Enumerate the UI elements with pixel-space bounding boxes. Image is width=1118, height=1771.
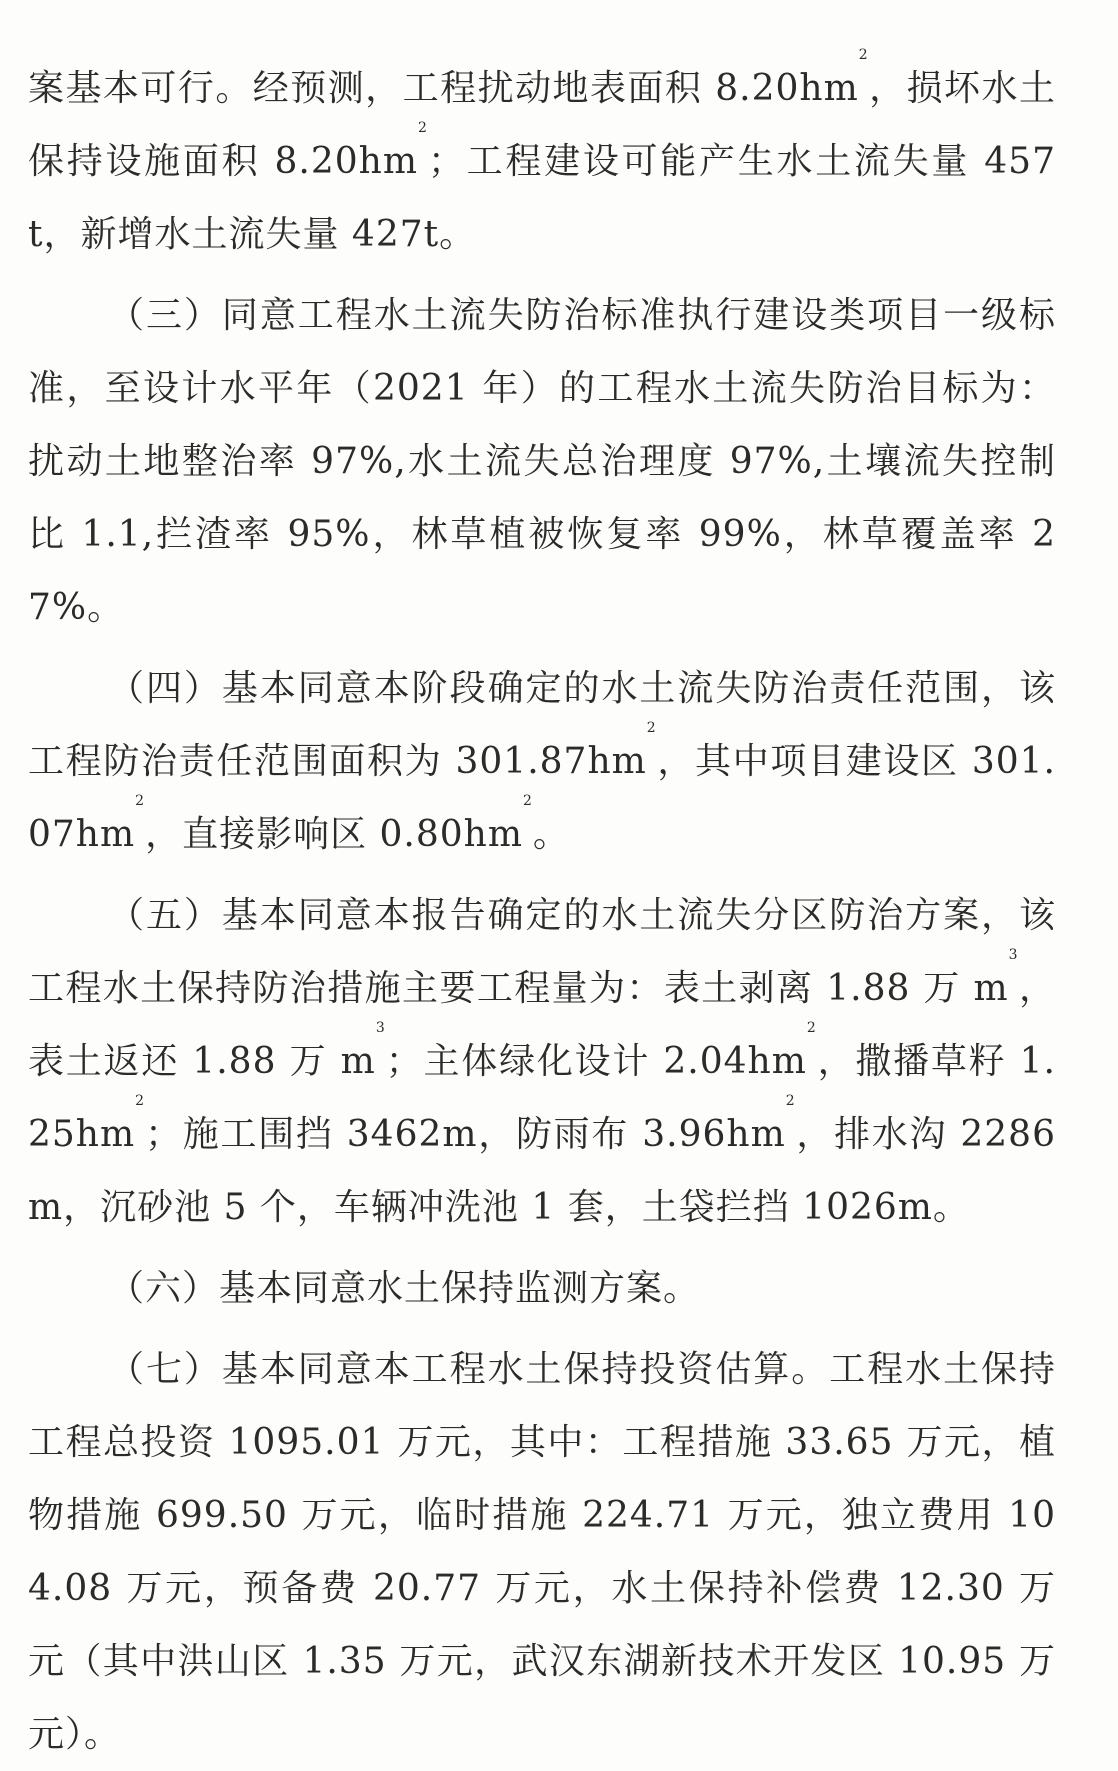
paragraph-p5-measures	[28, 879, 1056, 1244]
unit-exponent: 2	[523, 793, 533, 809]
text-segment: ；施工围挡 3462m，防雨布 3.96hm	[145, 1114, 786, 1155]
text-segment: ，其中项目建设区 301.07hm	[28, 741, 1057, 855]
unit-exponent: 2	[135, 1093, 146, 1109]
text-segment: （五）基本同意本报告确定的水土流失分区防治方案，该工程水土保持防治措施主要工程量为：表土剥离 1.88 万 m	[28, 895, 1056, 1009]
text-segment: （四）基本同意本阶段确定的水土流失防治责任范围，该工程防治责任范围面积为 301.87hm	[28, 668, 1056, 782]
paragraph-p7-investment	[28, 1333, 1056, 1771]
unit-exponent: 3	[375, 1020, 386, 1036]
unit-exponent: 2	[418, 120, 428, 136]
unit-exponent: 3	[1008, 947, 1019, 963]
text-segment: （三）同意工程水土流失防治标准执行建设类项目一级标准，至设计水平年（2021 年）的工程水土流失防治目标为：扰动土地整治率 97%,水土流失总治理度 97%,土壤流失控制比 1.1,拦渣率 95%，林草植被恢复率 99%，林草覆盖率 27%。	[28, 295, 1056, 628]
text-segment: （七）基本同意本工程水土保持投资估算。工程水土保持工程总投资 1095.01 万元，其中：工程措施 33.65 万元，植物措施 699.50 万元，临时措施 224.71 万元，独立费用 104.08 万元，预备费 20.77 万元，水土保持补偿费 12.30 万元（其中洪山区 1.35 万元，武汉东湖新技术开发区 10.95 万元）。	[28, 1349, 1056, 1755]
unit-exponent: 2	[785, 1093, 796, 1109]
text-segment: （六）基本同意水土保持监测方案。	[108, 1268, 701, 1309]
unit-exponent: 2	[858, 47, 869, 63]
unit-exponent: 2	[646, 720, 657, 736]
unit-exponent: 2	[806, 1020, 817, 1036]
text-segment: 案基本可行。经预测，工程扰动地表面积 8.20hm	[28, 68, 859, 109]
paragraph-p6-monitoring	[28, 1252, 1056, 1325]
text-segment: ，损坏水土保持设施面积 8.20hm	[28, 68, 1056, 182]
text-segment: ，撒播草籽 1.25hm	[28, 1041, 1057, 1155]
text-segment: 。	[532, 814, 570, 855]
text-segment: ，排水沟 2286m，沉砂池 5 个，车辆冲洗池 1 套，土袋拦挡 1026m。	[28, 1114, 1056, 1228]
document-body	[28, 47, 1057, 1771]
text-segment: ，表土返还 1.88 万 m	[28, 968, 1056, 1082]
paragraph-p3-standard	[28, 279, 1056, 644]
paragraph-p4-scope	[28, 652, 1056, 871]
paragraph-p0-continuation	[28, 47, 1056, 271]
text-segment: ，直接影响区 0.80hm	[145, 814, 523, 855]
text-segment: ；工程建设可能产生水土流失量 457t，新增水土流失量 427t。	[28, 141, 1056, 255]
text-segment: ；主体绿化设计 2.04hm	[385, 1041, 807, 1082]
unit-exponent: 2	[135, 793, 146, 809]
